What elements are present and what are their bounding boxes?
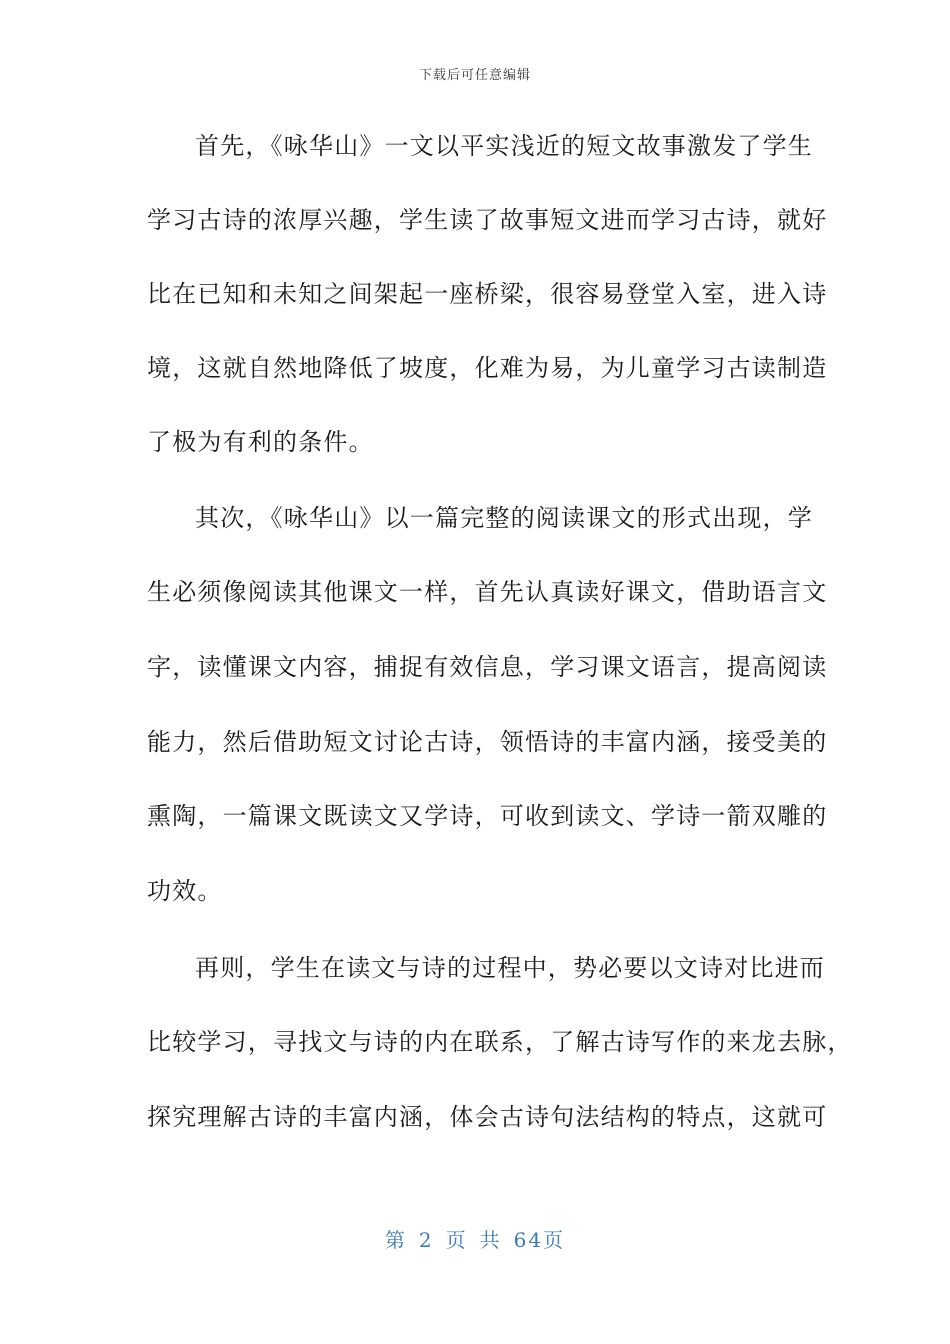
- footer-page-total: 64页: [513, 1228, 566, 1252]
- paragraph-3-line-2: 比较学习，寻找文与诗的内在联系，了解古诗写作的来龙去脉，: [147, 1028, 853, 1056]
- footer-word-di: 第: [384, 1228, 407, 1252]
- footer-word-ye: 页: [445, 1228, 468, 1252]
- paragraph-2-line-5: 熏陶，一篇课文既读文又学诗，可收到读文、学诗一箭双雕的: [147, 802, 828, 830]
- paragraph-2-line-2: 生必须像阅读其他课文一样，首先认真读好课文，借助语言文: [147, 578, 828, 606]
- paragraph-3-line-1: 再则，学生在读文与诗的过程中，势必要以文诗对比进而: [195, 954, 825, 982]
- footer-page-current: 2: [418, 1228, 434, 1252]
- paragraph-1-line-1: 首先，《咏华山》一文以平实浅近的短文故事激发了学生: [195, 132, 813, 160]
- page-header: 下载后可任意编辑: [418, 68, 531, 83]
- paragraph-1-line-4: 境，这就自然地降低了坡度，化难为易，为儿童学习古读制造: [147, 354, 828, 382]
- paragraph-3-line-3: 探究理解古诗的丰富内涵，体会古诗句法结构的特点，这就可: [147, 1103, 828, 1131]
- paragraph-1-line-2: 学习古诗的浓厚兴趣，学生读了故事短文进而学习古诗，就好: [147, 206, 828, 234]
- page-footer: [0, 1224, 950, 1253]
- paragraph-1-line-5: 了极为有利的条件。: [147, 428, 374, 456]
- paragraph-1-line-3: 比在已知和未知之间架起一座桥梁，很容易登堂入室，进入诗: [147, 280, 828, 308]
- paragraph-2-line-1: 其次，《咏华山》以一篇完整的阅读课文的形式出现，学: [195, 504, 813, 532]
- footer-word-gong: 共: [479, 1228, 502, 1252]
- paragraph-2-line-6: 功效。: [147, 877, 223, 905]
- paragraph-2-line-4: 能力，然后借助短文讨论古诗，领悟诗的丰富内涵，接受美的: [147, 728, 828, 756]
- paragraph-2-line-3: 字，读懂课文内容，捕捉有效信息，学习课文语言，提高阅读: [147, 653, 828, 681]
